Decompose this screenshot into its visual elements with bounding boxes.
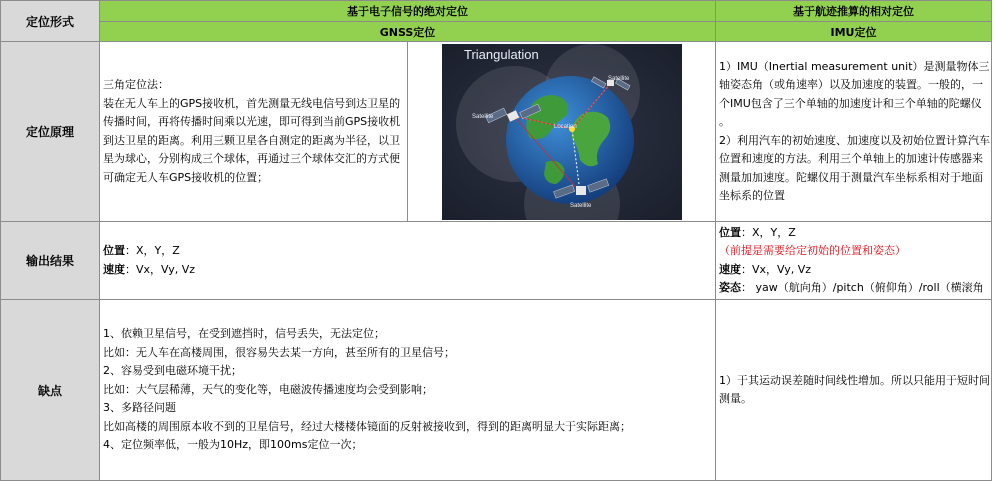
- text-line: 个IMU包含了三个单轴的加速度计和三个单轴的陀螺仪: [719, 96, 982, 110]
- triangulation-image-cell: [408, 42, 716, 222]
- header-gnss: GNSS定位: [100, 22, 716, 42]
- row-label-cons: 缺点: [1, 300, 100, 481]
- text-line: 星为球心，分别构成三个球体，再通过三个球体交汇的方式便: [103, 152, 400, 165]
- gnss-cons-text: [100, 300, 716, 481]
- text-line: 1）于其运动误差随时间线性增加。所以只能用于短时间: [719, 373, 990, 387]
- text-line: 装在无人车上的GPS接收机，首先测量无线电信号到达卫星的: [103, 96, 401, 110]
- header-imu: IMU定位: [716, 22, 992, 42]
- text-line: 轴姿态角（或角速率）以及加速度的装置。一般的，一: [719, 78, 983, 91]
- position-value: ：X，Y，Z: [125, 244, 180, 257]
- header-absolute-positioning: 基于电子信号的绝对定位: [100, 1, 716, 22]
- text-line: 。: [719, 115, 730, 128]
- text-line: 4、定位频率低，一般为10Hz，即100ms定位一次；: [103, 438, 363, 452]
- attitude-key: 姿态: [719, 281, 741, 294]
- triangulation-diagram: [442, 44, 682, 220]
- text-line: 测量。: [719, 392, 752, 405]
- attitude-value: ： yaw（航向角）/pitch（俯仰角）/roll（横滚角: [741, 281, 984, 294]
- header-positioning-type: 定位形式: [1, 1, 100, 42]
- velocity-value: ：Vx，Vy, Vz: [125, 262, 196, 276]
- position-key: 位置: [719, 225, 741, 239]
- velocity-key: 速度: [719, 262, 741, 276]
- text-line: 传播时间，再将传播时间乘以光速，即可得到当前GPS接收机: [103, 115, 401, 128]
- position-value: ：X，Y，Z: [741, 225, 796, 239]
- diagram-title: Triangulation: [463, 46, 539, 62]
- text-line: 比如：大气层稀薄，天气的变化等，电磁波传播速度均会受到影响；: [103, 382, 433, 396]
- text-line: 2、容易受到电磁环境干扰；: [103, 364, 242, 378]
- text-line: 到达卫星的距离。利用三颗卫星各自测定的距离为半径，以卫: [103, 133, 400, 147]
- imu-output-text: [716, 222, 992, 300]
- gnss-principle-text: [100, 42, 408, 222]
- text-line: 比如：无人车在高楼周围，很容易失去某一方向，甚至所有的卫星信号；: [103, 345, 455, 359]
- gnss-output-text: [100, 222, 716, 300]
- position-line: [719, 224, 988, 243]
- velocity-line: [103, 261, 712, 280]
- text-line: 1）IMU（Inertial measurement unit）是测量物体三: [719, 59, 990, 73]
- text-line: 3、多路径问题: [103, 401, 176, 415]
- text-line: 三角定位法：: [103, 78, 169, 91]
- attitude-line: [719, 279, 988, 298]
- text-line: 可确定无人车GPS接收机的位置；: [103, 170, 269, 184]
- satellite-label: Satellite: [569, 202, 591, 209]
- velocity-value: ：Vx，Vy, Vz: [741, 262, 812, 276]
- text-line: 比如高楼的周围原本收不到的卫星信号，经过大楼楼体镜面的反射被接收到，得到的距离明显大于实际距离；: [103, 419, 631, 433]
- text-line: 1、依赖卫星信号，在受到遮挡时，信号丢失，无法定位；: [103, 327, 385, 341]
- text-line: 测量加加速度。陀螺仪用于测量汽车坐标系相对于地面: [719, 170, 983, 184]
- position-key: 位置: [103, 244, 125, 257]
- row-label-output: 输出结果: [1, 222, 100, 300]
- imu-principle-text: [716, 42, 992, 222]
- text-line: 2）利用汽车的初始速度、加速度以及初始位置计算汽车: [719, 133, 990, 147]
- row-label-principle: 定位原理: [1, 42, 100, 222]
- header-relative-positioning: 基于航迹推算的相对定位: [716, 1, 992, 22]
- satellite-label: Satellite: [471, 113, 493, 120]
- position-line: [103, 242, 712, 261]
- velocity-key: 速度: [103, 262, 125, 276]
- satellite-label: Satellite: [607, 75, 629, 82]
- initial-condition-note: （前提是需要给定初始的位置和姿态）: [719, 244, 906, 257]
- imu-cons-text: [716, 300, 992, 481]
- text-line: 坐标系的位置: [719, 189, 785, 202]
- velocity-line: [719, 261, 988, 280]
- location-label: Location: [553, 123, 577, 130]
- text-line: 位置和速度的方法。利用三个单轴上的加速计传感器来: [719, 152, 983, 165]
